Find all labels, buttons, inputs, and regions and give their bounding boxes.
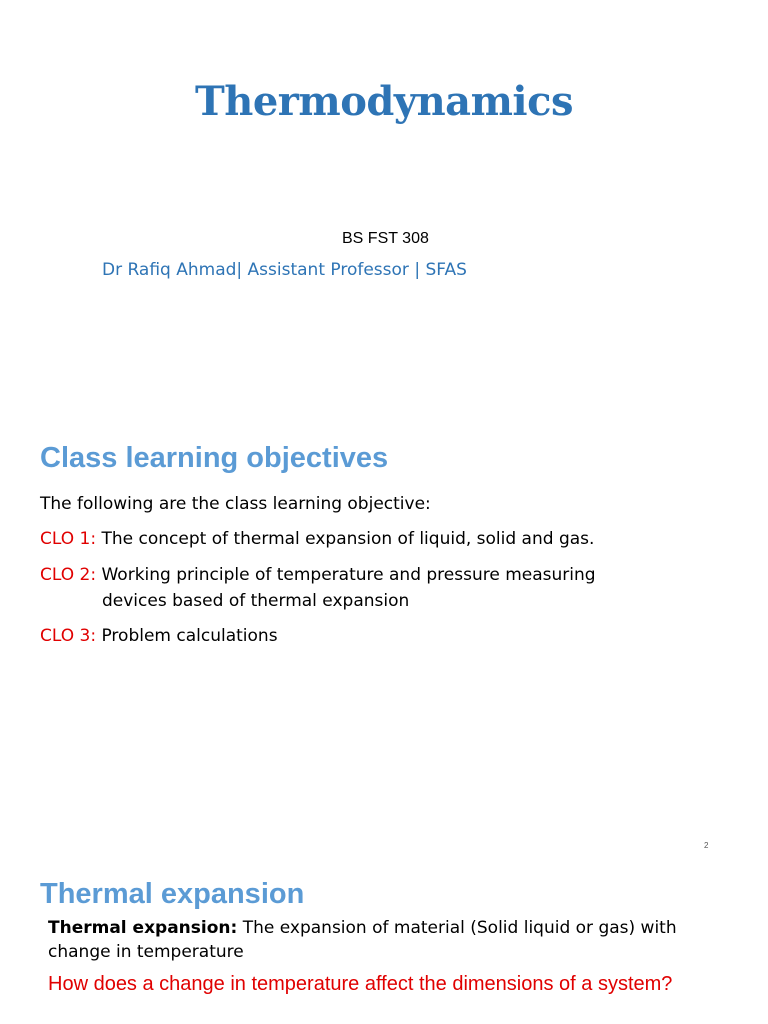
course-code: BS FST 308 — [342, 230, 429, 247]
title-slide — [0, 0, 768, 420]
objective-text: Problem calculations — [101, 626, 278, 646]
definition-term: Thermal expansion: — [48, 918, 238, 938]
thermal-expansion-heading: Thermal expansion — [40, 878, 305, 910]
definition — [48, 916, 728, 964]
thermal-expansion-slide — [0, 860, 768, 1024]
author-line: Dr Rafiq Ahmad| Assistant Professor | SFAS — [102, 260, 467, 280]
page-number: 2 — [704, 841, 709, 850]
objective-label: CLO 3: — [40, 626, 97, 646]
objectives-heading: Class learning objectives — [40, 442, 389, 474]
question-text: How does a change in temperature affect the dimensions of a system? — [48, 973, 673, 995]
objectives-slide — [0, 420, 768, 860]
definition-text: The expansion of material (Solid liquid or gas) with change in temperature — [48, 918, 677, 962]
slide-title: Thermodynamics — [195, 78, 573, 125]
objective-text: The concept of thermal expansion of liquid, solid and gas. — [101, 529, 595, 549]
objective-label: CLO 1: — [40, 529, 97, 549]
objectives-intro: The following are the class learning objective: — [40, 494, 431, 514]
objective-text: Working principle of temperature and pressure measuring — [101, 565, 596, 585]
objective-label: CLO 2: — [40, 565, 97, 585]
objective-item — [40, 623, 278, 649]
objective-text-continued: devices based of thermal expansion — [102, 591, 410, 611]
objective-item — [40, 526, 594, 552]
objective-item — [40, 562, 660, 614]
